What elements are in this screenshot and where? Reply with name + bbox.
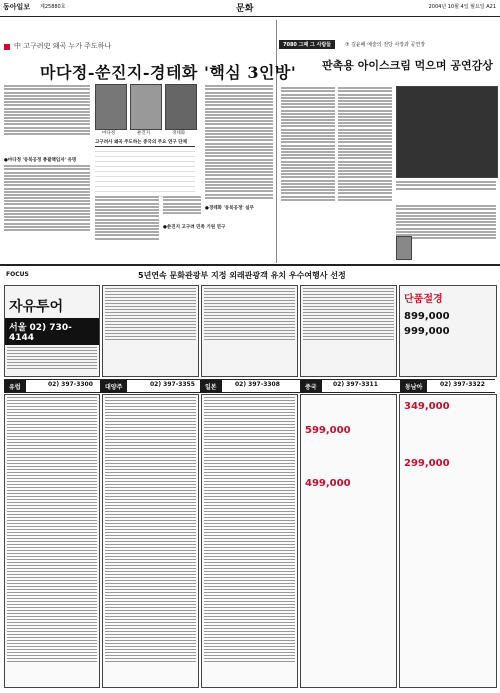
ad-column-oceania — [102, 394, 199, 688]
ad-brand-left: FOCUS — [6, 271, 29, 278]
ad-column-china — [300, 394, 397, 688]
agency-name: 자유투어 — [9, 299, 64, 315]
dateline: 2004년 10월 4일 월요일 A21 — [428, 4, 496, 10]
left-body-col-1b — [4, 164, 90, 260]
ad-panel-4 — [300, 285, 397, 377]
photo-geng-tiehua — [165, 84, 197, 130]
right-body-col-1 — [281, 86, 335, 260]
region-label-2: 대양주 — [100, 380, 127, 393]
series-tag: 7080 그때 그 사람들 — [279, 40, 335, 49]
photo-sun-jinji — [130, 84, 162, 130]
region-phone-3: 02) 397-3308 — [235, 381, 280, 388]
region-label-3: 일본 — [200, 380, 222, 393]
region-phone-1: 02) 397-3300 — [48, 381, 93, 388]
right-body-col-2 — [338, 86, 392, 260]
left-kicker: 中 고구려史 왜곡 누가 주도하나 — [14, 42, 112, 50]
photo-caption-2: 쑨진지 — [137, 131, 151, 136]
left-headline: 마다정-쑨진지-경테화 '핵심 3인방' — [40, 63, 297, 82]
left-subhead-3: ●경테화 '동북공정' 실무 — [205, 206, 254, 211]
byline-photo — [396, 236, 412, 260]
promo-price-5: 599,000 — [305, 425, 351, 436]
kicker-marker — [4, 44, 10, 50]
promo-title: 단품절경 — [404, 294, 443, 305]
table-title: 고구려사 왜곡 주도하는 중국의 주요 연구 단체 — [95, 140, 187, 145]
left-body-col-4 — [205, 84, 273, 258]
ad-panel-2 — [102, 285, 199, 377]
promo-price-1: 899,000 — [404, 311, 450, 322]
promo-price-3: 349,000 — [404, 401, 450, 412]
region-phone-4: 02) 397-3311 — [333, 381, 378, 388]
ad-column-southeast-asia — [399, 394, 497, 688]
photo-ma-dazheng — [95, 84, 127, 130]
region-phone-5: 02) 397-3322 — [440, 381, 485, 388]
concert-photo — [396, 86, 498, 178]
series-sub: ⑦ 김윤배 예술의 전당 사장과 공연장 — [345, 42, 426, 48]
column-divider — [276, 20, 277, 263]
region-phone-2: 02) 397-3355 — [150, 381, 195, 388]
issue-number: 제25880호 — [40, 4, 66, 10]
right-headline: 판촉용 아이스크림 먹으며 공연감상 — [322, 59, 493, 72]
region-label-1: 유럽 — [4, 380, 26, 393]
ad-banner-headline: 5년연속 문화관광부 지정 외래관광객 유치 우수여행사 선정 — [138, 271, 346, 280]
photo-caption-1: 마다정 — [102, 131, 116, 136]
ad-panel-3 — [201, 285, 298, 377]
left-body-col-3 — [163, 195, 201, 261]
left-body-col-2 — [95, 195, 159, 261]
research-table — [95, 146, 195, 192]
promo-price-6: 499,000 — [305, 478, 351, 489]
left-subhead-1: ●마다정 '동북공정 총괄책임자' 유명 — [4, 158, 77, 163]
promo-price-4: 299,000 — [404, 458, 450, 469]
masthead: 동아일보 — [3, 3, 31, 11]
promo-price-2: 999,000 — [404, 326, 450, 337]
photo-caption-3: 경테화 — [172, 131, 186, 136]
agency-phone: 서울 02) 730-4144 — [5, 318, 99, 345]
ad-column-japan — [201, 394, 298, 688]
left-subhead-2: ●쑨진지 고구려 민족 기원 연구 — [163, 225, 226, 230]
ad-column-europe — [4, 394, 100, 688]
photo-caption — [396, 180, 496, 200]
promo-box — [399, 285, 497, 377]
region-label-4: 중국 — [300, 380, 322, 393]
agency-box — [4, 285, 100, 377]
region-label-5: 동남아 — [400, 380, 427, 393]
section-title: 문화 — [236, 4, 254, 14]
